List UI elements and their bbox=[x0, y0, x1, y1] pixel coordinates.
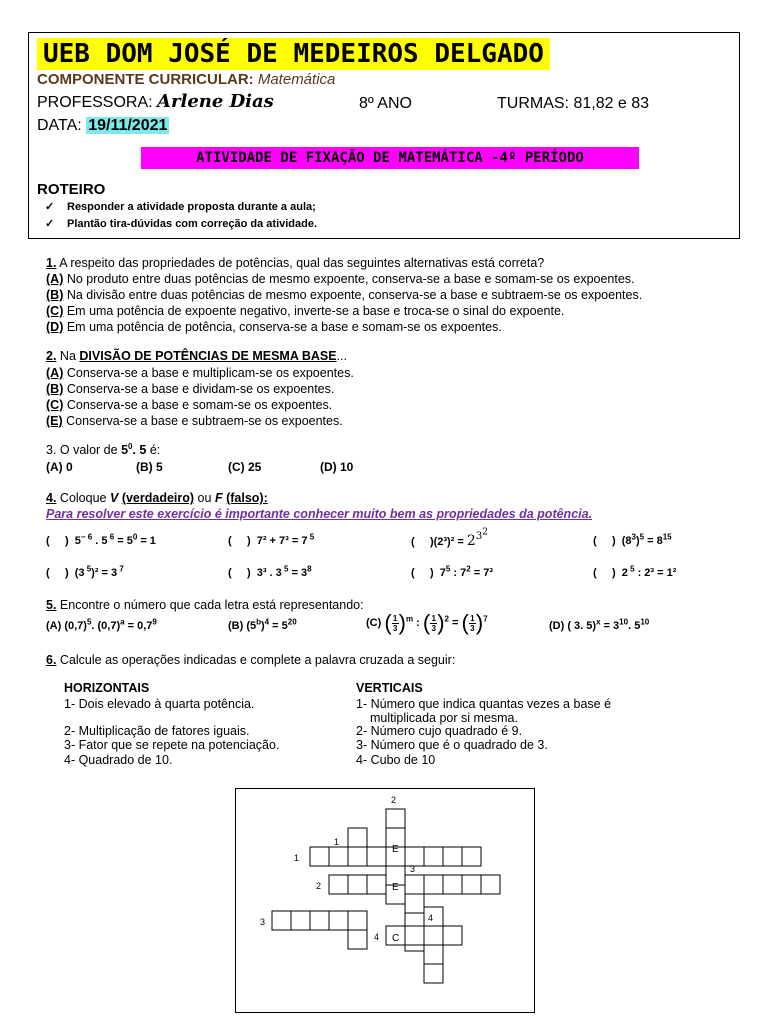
vertical-clue: 1- Número que indica quantas vezes a base é bbox=[356, 697, 612, 711]
crossword-cell[interactable] bbox=[424, 907, 443, 926]
q3-stem bbox=[46, 443, 160, 459]
q2-suffix: ... bbox=[336, 349, 348, 363]
component-label: COMPONENTE CURRICULAR: bbox=[37, 71, 254, 88]
q3-option[interactable]: (D) 10 bbox=[320, 460, 354, 474]
roteiro-item bbox=[45, 217, 317, 230]
date-line bbox=[37, 117, 169, 135]
q3-text: 3. O valor de bbox=[46, 443, 118, 457]
q5-item[interactable]: (A) $(0,7)^5$. $(0,7)^a = 0,7^9$ bbox=[46, 617, 157, 632]
q4-text: Coloque bbox=[59, 491, 107, 505]
option-text: Em uma potência de potência, conserva-se a base e somam-se os expoentes. bbox=[66, 320, 502, 334]
date-label: DATA: bbox=[37, 117, 82, 134]
option-text: Conserva-se a base e subtraem-se os expoentes. bbox=[66, 414, 343, 428]
teacher-name: Arlene Dias bbox=[157, 91, 274, 112]
clue-number: 2 bbox=[316, 881, 322, 891]
clue-number: 3 bbox=[410, 864, 416, 874]
roteiro-item bbox=[45, 200, 316, 213]
option-letter: (B) bbox=[46, 382, 64, 396]
prefilled-letter: C bbox=[392, 933, 400, 944]
q1-text: A respeito das propriedades de potências, qual das seguintes alternativas está correta? bbox=[59, 256, 545, 270]
q2-number: 2. bbox=[46, 349, 57, 363]
q4-or: ou bbox=[197, 491, 212, 505]
q1-number: 1. bbox=[46, 256, 57, 270]
q5-item[interactable]: (B) $(5^b)^4 = 5^{20}$ bbox=[228, 617, 297, 632]
horizontal-clue: 1- Dois elevado à quarta potência. bbox=[64, 697, 255, 711]
q4-stem bbox=[46, 491, 268, 507]
q3-option[interactable]: (B) 5 bbox=[136, 460, 163, 474]
crossword-cell[interactable] bbox=[348, 911, 367, 930]
crossword-cell[interactable] bbox=[462, 847, 481, 866]
option-text: Na divisão entre duas potências de mesmo expoente, conserva-se a base e subtraem-se os expoentes. bbox=[66, 288, 643, 302]
q4-v: V bbox=[109, 491, 119, 505]
q2-option[interactable] bbox=[46, 366, 354, 382]
vertical-clue: 3- Número que é o quadrado de 3. bbox=[356, 738, 548, 752]
q5-stem bbox=[46, 598, 364, 614]
q3-option[interactable]: (A) 0 bbox=[46, 460, 73, 474]
q1-option[interactable] bbox=[46, 304, 564, 320]
q3-exponent: 0 bbox=[128, 441, 133, 451]
option-text: Conserva-se a base e somam-se os expoentes. bbox=[66, 398, 333, 412]
header-box bbox=[28, 32, 740, 239]
teacher-line bbox=[37, 93, 274, 112]
grade: 8º ANO bbox=[359, 95, 412, 112]
q2-option[interactable] bbox=[46, 414, 343, 430]
crossword-cell[interactable] bbox=[405, 875, 424, 894]
crossword-cell[interactable] bbox=[424, 875, 443, 894]
crossword-cell[interactable] bbox=[329, 911, 348, 930]
crossword-cell[interactable] bbox=[291, 911, 310, 930]
crossword-cell[interactable] bbox=[424, 945, 443, 964]
option-letter: (D) bbox=[46, 320, 64, 334]
q3-base: 5 bbox=[121, 443, 129, 457]
crossword-cell[interactable] bbox=[272, 911, 291, 930]
vertical-clue: multiplicada por si mesma. bbox=[370, 711, 518, 725]
option-text: Conserva-se a base e dividam-se os expoentes. bbox=[66, 382, 335, 396]
option-letter: (B) bbox=[46, 288, 64, 302]
q5-number: 5. bbox=[46, 598, 57, 612]
roteiro-title: ROTEIRO bbox=[37, 181, 106, 198]
prefilled-letter: E bbox=[392, 882, 399, 893]
date-value: 19/11/2021 bbox=[88, 117, 168, 134]
clue-number: 1 bbox=[334, 837, 340, 847]
q1-stem bbox=[46, 256, 544, 272]
crossword-cell[interactable] bbox=[348, 828, 367, 847]
option-text: Conserva-se a base e multiplicam-se os expoentes. bbox=[66, 366, 354, 380]
crossword-cell[interactable] bbox=[310, 847, 329, 866]
clue-number: 4 bbox=[374, 932, 380, 942]
clue-number: 2 bbox=[391, 795, 397, 805]
component-line bbox=[37, 71, 335, 89]
crossword-cell[interactable] bbox=[443, 847, 462, 866]
q4-hint: Para resolver este exercício é importante conhecer muito bem as propriedades da potência. bbox=[46, 507, 593, 521]
teacher-label: PROFESSORA: bbox=[37, 94, 153, 111]
classes: TURMAS: 81,82 e 83 bbox=[497, 95, 650, 112]
prefilled-letter: E bbox=[392, 844, 399, 855]
crossword-frame bbox=[235, 788, 535, 1013]
crossword-cell[interactable] bbox=[348, 875, 367, 894]
q4-item[interactable]: ( ) (3 $^5$)² = 3 $^7$ bbox=[46, 564, 124, 579]
q4-f-label: (falso): bbox=[226, 491, 268, 505]
option-text: No produto entre duas potências de mesmo expoente, conserva-se a base e somam-se os expoentes. bbox=[66, 272, 635, 286]
crossword-cell[interactable] bbox=[386, 809, 405, 828]
vertical-title: VERTICAIS bbox=[356, 681, 423, 695]
option-letter: (A) bbox=[46, 272, 64, 286]
q4-v-label: (verdadeiro) bbox=[121, 491, 195, 505]
crossword-cell[interactable] bbox=[424, 847, 443, 866]
crossword-cell[interactable] bbox=[462, 875, 481, 894]
horizontal-clue: 3- Fator que se repete na potenciação. bbox=[64, 738, 280, 752]
option-letter: (E) bbox=[46, 414, 63, 428]
roteiro-item-text: Plantão tira-dúvidas com correção da atividade. bbox=[67, 218, 318, 230]
q4-number: 4. bbox=[46, 491, 57, 505]
crossword-cell[interactable] bbox=[405, 926, 424, 945]
horizontal-clue: 2- Multiplicação de fatores iguais. bbox=[64, 724, 250, 738]
option-letter: (A) bbox=[46, 366, 64, 380]
q2-bold: DIVISÃO DE POTÊNCIAS DE MESMA BASE bbox=[79, 349, 337, 363]
crossword-grid[interactable] bbox=[236, 789, 536, 1014]
q5-text: Encontre o número que cada letra está representando: bbox=[59, 598, 364, 612]
option-letter: (C) bbox=[46, 398, 64, 412]
q1-option[interactable] bbox=[46, 288, 642, 304]
q4-item[interactable]: ( ) 2 $^5$ : 2³ = 1² bbox=[593, 564, 677, 579]
clue-number: 4 bbox=[428, 913, 434, 923]
q6-number: 6. bbox=[46, 653, 57, 667]
crossword-cell[interactable] bbox=[481, 875, 500, 894]
q1-option[interactable] bbox=[46, 272, 635, 288]
q2-stem bbox=[46, 349, 347, 365]
crossword-cell[interactable] bbox=[329, 875, 348, 894]
crossword-cell[interactable] bbox=[367, 875, 386, 894]
option-text: Em uma potência de expoente negativo, inverte-se a base e troca-se o sinal do expoente. bbox=[66, 304, 565, 318]
crossword-cell[interactable] bbox=[424, 926, 443, 945]
clue-number: 3 bbox=[260, 917, 266, 927]
horizontal-title: HORIZONTAIS bbox=[64, 681, 150, 695]
crossword-cell[interactable] bbox=[405, 894, 424, 913]
checkmark-icon: ✓ bbox=[45, 201, 55, 213]
crossword-cell[interactable] bbox=[310, 911, 329, 930]
roteiro-item-text: Responder a atividade proposta durante a aula; bbox=[67, 201, 316, 213]
crossword-cell[interactable] bbox=[443, 926, 462, 945]
q1-option[interactable] bbox=[46, 320, 502, 336]
q4-item[interactable]: ( ) $(8^3)^5 = 8^{15}$ bbox=[593, 532, 672, 547]
q4-item[interactable]: ( ) 7² + 7³ = 7 $^5$ bbox=[228, 532, 315, 547]
crossword-cell[interactable] bbox=[367, 847, 386, 866]
vertical-clue: 4- Cubo de 10 bbox=[356, 753, 436, 767]
q4-item[interactable]: ( ) $5^{- 6}$ . 5 $^6 = 5^0 = 1$ bbox=[46, 532, 156, 547]
crossword-cell[interactable] bbox=[443, 875, 462, 894]
component-value: Matemática bbox=[257, 71, 336, 88]
q3-suffix: é: bbox=[149, 443, 161, 457]
q4-item[interactable]: ( ) 3³ . 3 $^5 = 3^8$ bbox=[228, 564, 312, 579]
crossword-cell[interactable] bbox=[424, 964, 443, 983]
option-letter: (C) bbox=[46, 304, 64, 318]
school-title: UEB DOM JOSÉ DE MEDEIROS DELGADO bbox=[37, 38, 550, 70]
q3-option[interactable]: (C) 25 bbox=[228, 460, 262, 474]
clue-number: 1 bbox=[294, 853, 300, 863]
horizontal-clue: 4- Quadrado de 10. bbox=[64, 753, 173, 767]
crossword-cell[interactable] bbox=[329, 847, 348, 866]
q2-option[interactable] bbox=[46, 382, 334, 398]
activity-title: ATIVIDADE DE FIXAÇÃO DE MATEMÁTICA -4º PERÍODO bbox=[141, 147, 639, 169]
q4-item[interactable]: ( )$(2^3)^2 = 2^{3^2}$ bbox=[411, 528, 488, 549]
q3-rest: . 5 bbox=[132, 443, 147, 457]
q4-item[interactable]: ( ) $7^5$ : $7^2 = 7^3$ bbox=[411, 564, 493, 579]
q5-item[interactable]: (C) ( $\frac{1}{3}$ )$^m$ : ( $\frac{1}{3}$ )$^2$ = ( $\frac{1}{3}$ )$^7$ bbox=[366, 610, 488, 635]
crossword-cell[interactable] bbox=[348, 847, 367, 866]
q2-prefix: Na bbox=[59, 349, 76, 363]
q4-f: F bbox=[214, 491, 223, 505]
crossword-cell[interactable] bbox=[348, 930, 367, 949]
vertical-clue: 2- Número cujo quadrado é 9. bbox=[356, 724, 523, 738]
q5-item[interactable]: (D) ( 3. $5)^x = 3^{10}$. $5^{10}$ bbox=[549, 617, 650, 632]
checkmark-icon: ✓ bbox=[45, 218, 55, 230]
q2-option[interactable] bbox=[46, 398, 332, 414]
q6-text: Calcule as operações indicadas e complete a palavra cruzada a seguir: bbox=[59, 653, 456, 667]
q6-stem bbox=[46, 653, 455, 669]
